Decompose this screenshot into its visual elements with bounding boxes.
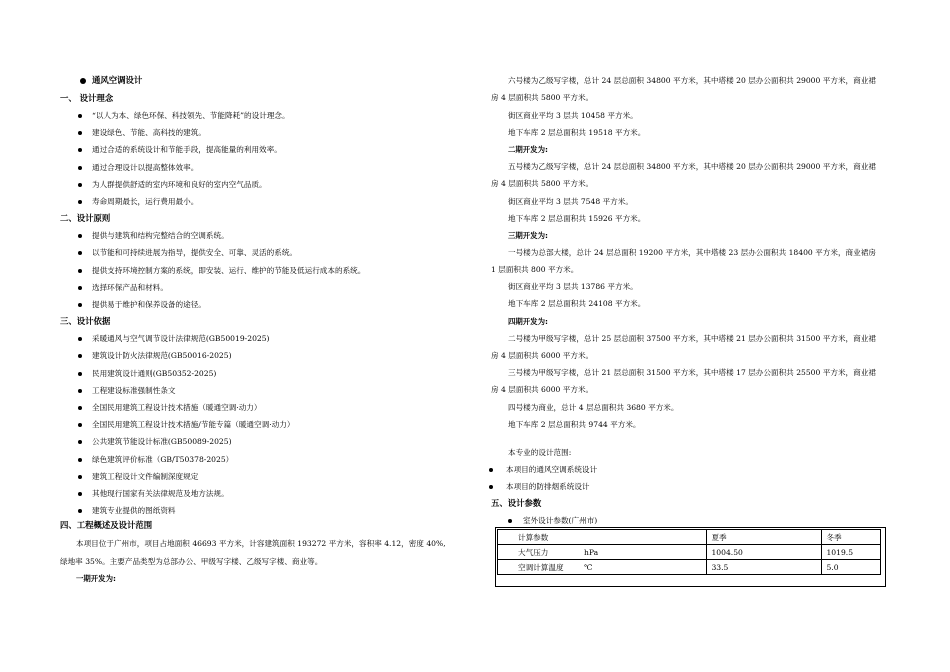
list-bullet [78, 286, 82, 290]
phase-3-line: 街区商业平均 3 层共 13786 平方米。 [508, 282, 638, 291]
phase-1-line: 街区商业平均 3 层共 10458 平方米。 [508, 111, 638, 120]
phase-1-line: 六号楼为乙级写字楼，总计 24 层总面积 34800 平方米，其中塔楼 20 层办公面积共 29000 平方米，商业裙 [508, 76, 876, 85]
phase-4-heading: 四期开发为: [508, 317, 548, 326]
phase-1-heading: 一期开发为: [76, 574, 116, 583]
project-overview-line-2: 绿地率 35%。主要产品类型为总部办公、甲级写字楼、乙级写字楼、商业等。 [60, 557, 323, 566]
list-bullet [78, 354, 82, 358]
table-cell: 33.5 [707, 560, 822, 575]
table-cell: 大气压力 [498, 545, 581, 560]
phase-3-line: 1 层面积共 800 平方米。 [491, 265, 579, 274]
phase-2-line: 房 4 层面积共 5800 平方米。 [491, 179, 594, 188]
phase-2-line: 地下车库 2 层总面积共 15926 平方米。 [508, 214, 646, 223]
section-3-title: 三、设计依据 [60, 316, 111, 326]
table-header: 冬季 [822, 530, 881, 545]
table-header: 计算参数 [498, 530, 707, 545]
section-1-title: 一、 设计理念 [60, 93, 114, 103]
table-header-row [498, 530, 881, 545]
list-bullet [78, 234, 82, 238]
list-bullet [78, 303, 82, 307]
list-item: 以节能和可持续进展为指导，提供安全、可靠、灵活的系统。 [92, 248, 298, 257]
table-cell: hPa [580, 545, 707, 560]
list-bullet [78, 423, 82, 427]
list-item: 公共建筑节能设计标准(GB50089-2025) [92, 437, 232, 446]
outdoor-params-label: 室外设计参数(广州市) [523, 516, 598, 525]
list-item: 绿色建筑评价标准（GB/T50378-2025） [92, 455, 234, 464]
list-item: 通过合适的系统设计和节能手段，提高能量的利用效率。 [92, 145, 282, 154]
list-item: 其他现行国家有关法律规范及地方法规。 [92, 489, 229, 498]
list-item: 采暖通风与空气调节设计法律规范(GB50019-2025) [92, 334, 270, 343]
list-bullet [78, 166, 82, 170]
list-bullet [78, 337, 82, 341]
list-item: 建设绿色、节能、高科技的建筑。 [92, 128, 206, 137]
list-bullet [78, 372, 82, 376]
list-bullet [78, 440, 82, 444]
list-bullet [78, 114, 82, 118]
list-item: 建筑工程设计文件编制深度规定 [92, 472, 199, 481]
phase-1-line: 房 4 层面积共 5800 平方米。 [491, 93, 594, 102]
list-bullet [78, 131, 82, 135]
scope-intro: 本专业的设计范围: [508, 448, 572, 457]
list-bullet [78, 251, 82, 255]
list-bullet [489, 468, 493, 472]
list-bullet [78, 458, 82, 462]
section-5-title: 五、设计参数 [491, 498, 542, 508]
list-item: 寿命周期最长，运行费用最小。 [92, 197, 199, 206]
list-item: 民用建筑设计通则(GB50352-2025) [92, 369, 217, 378]
scope-item: 本项目的防排烟系统设计 [506, 482, 590, 491]
list-item: 提供与建筑和结构完整结合的空调系统。 [92, 231, 229, 240]
list-item: 提供易于维护和保养设备的途径。 [92, 300, 206, 309]
list-item: 全国民用建筑工程设计技术措施/节能专篇（暖通空调·动力） [92, 420, 295, 429]
phase-3-line: 一号楼为总部大楼，总计 24 层总面积 19200 平方米，其中塔楼 23 层办公面积共 18400 平方米，商业裙房 [508, 248, 876, 257]
params-table [497, 529, 881, 575]
phase-1-line: 地下车库 2 层总面积共 19518 平方米。 [508, 128, 646, 137]
list-item: 为人群提供舒适的室内环境和良好的室内空气品质。 [92, 180, 267, 189]
table-cell: 1019.5 [822, 545, 881, 560]
table-cell: ℃ [580, 560, 707, 575]
phase-2-line: 街区商业平均 3 层共 7548 平方米。 [508, 197, 633, 206]
list-bullet [78, 389, 82, 393]
list-bullet [78, 509, 82, 513]
table-cell: 5.0 [822, 560, 881, 575]
table-cell: 空调计算温度 [498, 560, 581, 575]
list-item: 建筑设计防火法律规范(GB50016-2025) [92, 351, 232, 360]
list-item: 全国民用建筑工程设计技术措施（暖通空调·动力） [92, 403, 262, 412]
list-item: 提供支持环境控制方案的系统，即安装、运行、维护的节能及低运行成本的系统。 [92, 266, 366, 275]
list-bullet [78, 406, 82, 410]
title-bullet [80, 78, 86, 84]
table-row [498, 545, 881, 560]
table-row [498, 560, 881, 575]
phase-4-line: 四号楼为商业，总计 4 层总面积共 3680 平方米。 [508, 403, 679, 412]
table-cell: 1004.50 [707, 545, 822, 560]
phase-3-line: 地下车库 2 层总面积共 24108 平方米。 [508, 299, 646, 308]
list-bullet [78, 269, 82, 273]
project-overview-line-1: 本项目位于广州市，项目占地面积 46693 平方米，计容建筑面积 193272 平方米，容积率 4.12，密度 40%, [76, 539, 446, 548]
list-bullet [78, 200, 82, 204]
section-2-title: 二、设计原则 [60, 213, 111, 223]
table-header: 夏季 [707, 530, 822, 545]
list-bullet [78, 183, 82, 187]
list-bullet [78, 148, 82, 152]
section-4-title: 四、工程概述及设计范围 [60, 520, 153, 530]
list-item: 选择环保产品和材料。 [92, 283, 168, 292]
phase-4-line: 房 4 层面积共 6000 平方米。 [491, 351, 594, 360]
phase-4-line: 三号楼为甲级写字楼，总计 21 层总面积 31500 平方米，其中塔楼 17 层办公面积共 25500 平方米，商业裙 [508, 368, 876, 377]
phase-4-line: 房 4 层面积共 6000 平方米。 [491, 385, 594, 394]
phase-2-line: 五号楼为乙级写字楼，总计 24 层总面积 34800 平方米，其中塔楼 20 层办公面积共 29000 平方米，商业裙 [508, 162, 876, 171]
list-bullet [78, 475, 82, 479]
phase-2-heading: 二期开发为: [508, 145, 548, 154]
page-title: 通风空调设计 [92, 75, 143, 85]
phase-3-heading: 三期开发为: [508, 231, 548, 240]
list-bullet [489, 485, 493, 489]
list-item: 通过合理设计以提高整体效率。 [92, 163, 199, 172]
list-bullet [508, 519, 512, 523]
list-bullet [78, 492, 82, 496]
scope-item: 本项目的通风空调系统设计 [506, 465, 598, 474]
phase-4-line: 地下车库 2 层总面积共 9744 平方米。 [508, 420, 641, 429]
phase-4-line: 二号楼为甲级写字楼，总计 25 层总面积 37500 平方米，其中塔楼 21 层办公面积共 31500 平方米，商业裙 [508, 334, 876, 343]
list-item: 工程建设标准强制性条文 [92, 386, 176, 395]
list-item: “以人为本、绿色环保、科技领先、节能降耗”的设计理念。 [92, 111, 290, 120]
list-item: 建筑专业提供的图纸资料 [92, 506, 176, 515]
